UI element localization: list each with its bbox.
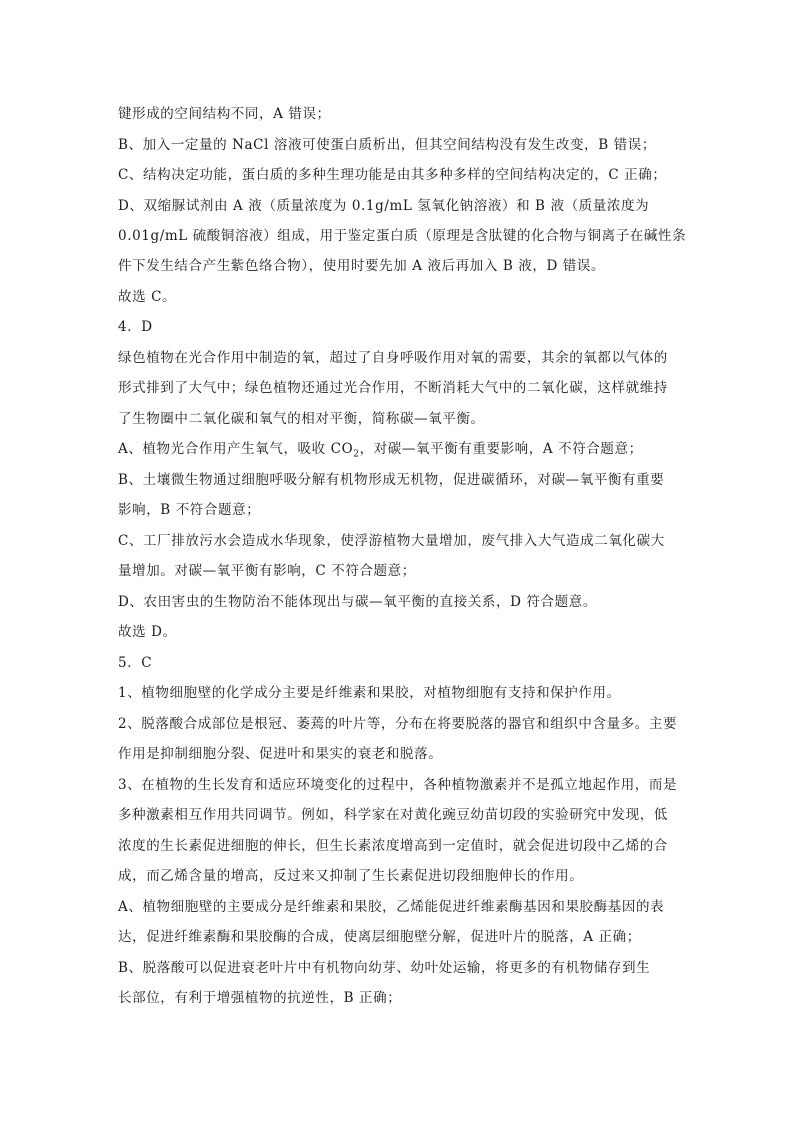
text-line: 3、在植物的生长发育和适应环境变化的过程中，各种植物激素并不是孤立地起作用，而是 xyxy=(118,777,678,793)
text-line: 浓度的生长素促进细胞的伸长，但生长素浓度增高到一定值时，就会促进切段中乙烯的合 xyxy=(118,838,668,854)
text-line: 故选 D。 xyxy=(118,624,177,640)
text-line xyxy=(118,439,678,459)
text-line: 量增加。对碳—氧平衡有影响，C 不符合题意； xyxy=(118,563,416,579)
text-line: D、农田害虫的生物防治不能体现出与碳—氧平衡的直接关系，D 符合题意。 xyxy=(118,594,597,610)
text-line: 故选 C。 xyxy=(118,289,177,305)
text-line: 键形成的空间结构不同，A 错误； xyxy=(118,106,331,122)
text-line: C、工厂排放污水会造成水华现象，使浮游植物大量增加，废气排入大气造成二氧化碳大 xyxy=(118,533,665,549)
text-line: A、植物细胞壁的主要成分是纤维素和果胶，乙烯能促进纤维素酶基因和果胶酶基因的表 xyxy=(118,899,665,915)
text-line: 多种激素相互作用共同调节。例如，科学家在对黄化豌豆幼苗切段的实验研究中发现，低 xyxy=(118,807,668,823)
text-line: B、土壤微生物通过细胞呼吸分解有机物形成无机物，促进碳循环，对碳—氧平衡有重要 xyxy=(118,472,665,488)
text-line: B、脱落酸可以促进衰老叶片中有机物向幼芽、幼叶处运输，将更多的有机物储存到生 xyxy=(118,960,651,976)
text-line: B、加入一定量的 NaCl 溶液可使蛋白质析出，但其空间结构没有发生改变，B 错误； xyxy=(118,137,656,153)
text-line: C、结构决定功能，蛋白质的多种生理功能是由其多种多样的空间结构决定的，C 正确； xyxy=(118,167,667,183)
text-line: 影响，B 不符合题意； xyxy=(118,502,261,518)
text-line: 长部位，有利于增强植物的抗逆性，B 正确； xyxy=(118,990,402,1006)
text-segment: ，对碳—氧平衡有重要影响，A 不符合题意； xyxy=(359,441,643,457)
text-line: 作用是抑制细胞分裂、促进叶和果实的衰老和脱落。 xyxy=(118,746,443,762)
text-line: 了生物圈中二氧化碳和氧气的相对平衡，简称碳—氧平衡。 xyxy=(118,411,485,427)
text-line: 1、植物细胞壁的化学成分主要是纤维素和果胶，对植物细胞有支持和保护作用。 xyxy=(118,685,621,701)
text-line: 0.01g/mL 硫酸铜溶液）组成，用于鉴定蛋白质（原理是含肽键的化合物与铜离子在碱性条 xyxy=(118,228,687,244)
text-line: 2、脱落酸合成部位是根冠、萎蔫的叶片等，分布在将要脱落的器官和组织中含量多。主要 xyxy=(118,716,678,732)
text-segment: A、植物光合作用产生氧气，吸收 CO xyxy=(118,441,354,457)
text-line: D、双缩脲试剂由 A 液（质量浓度为 0.1g/mL 氢氧化钠溶液）和 B 液（质量浓度为 xyxy=(118,198,650,214)
subscript: 2 xyxy=(353,449,360,460)
text-line: 绿色植物在光合作用中制造的氧，超过了自身呼吸作用对氧的需要，其余的氧都以气体的 xyxy=(118,350,668,366)
text-line: 成，而乙烯含量的增高，反过来又抑制了生长素促进切段细胞伸长的作用。 xyxy=(118,868,584,884)
text-line: 件下发生结合产生紫色络合物），使用时要先加 A 液后再加入 B 液，D 错误。 xyxy=(118,258,606,274)
text-line: 达，促进纤维素酶和果胶酶的合成，使离层细胞壁分解，促进叶片的脱落，A 正确； xyxy=(118,929,641,945)
answer-heading: 5．C xyxy=(118,655,153,671)
answer-heading: 4．D xyxy=(118,319,153,335)
text-line: 形式排到了大气中；绿色植物还通过光合作用，不断消耗大气中的二氧化碳，这样就维持 xyxy=(118,380,668,396)
